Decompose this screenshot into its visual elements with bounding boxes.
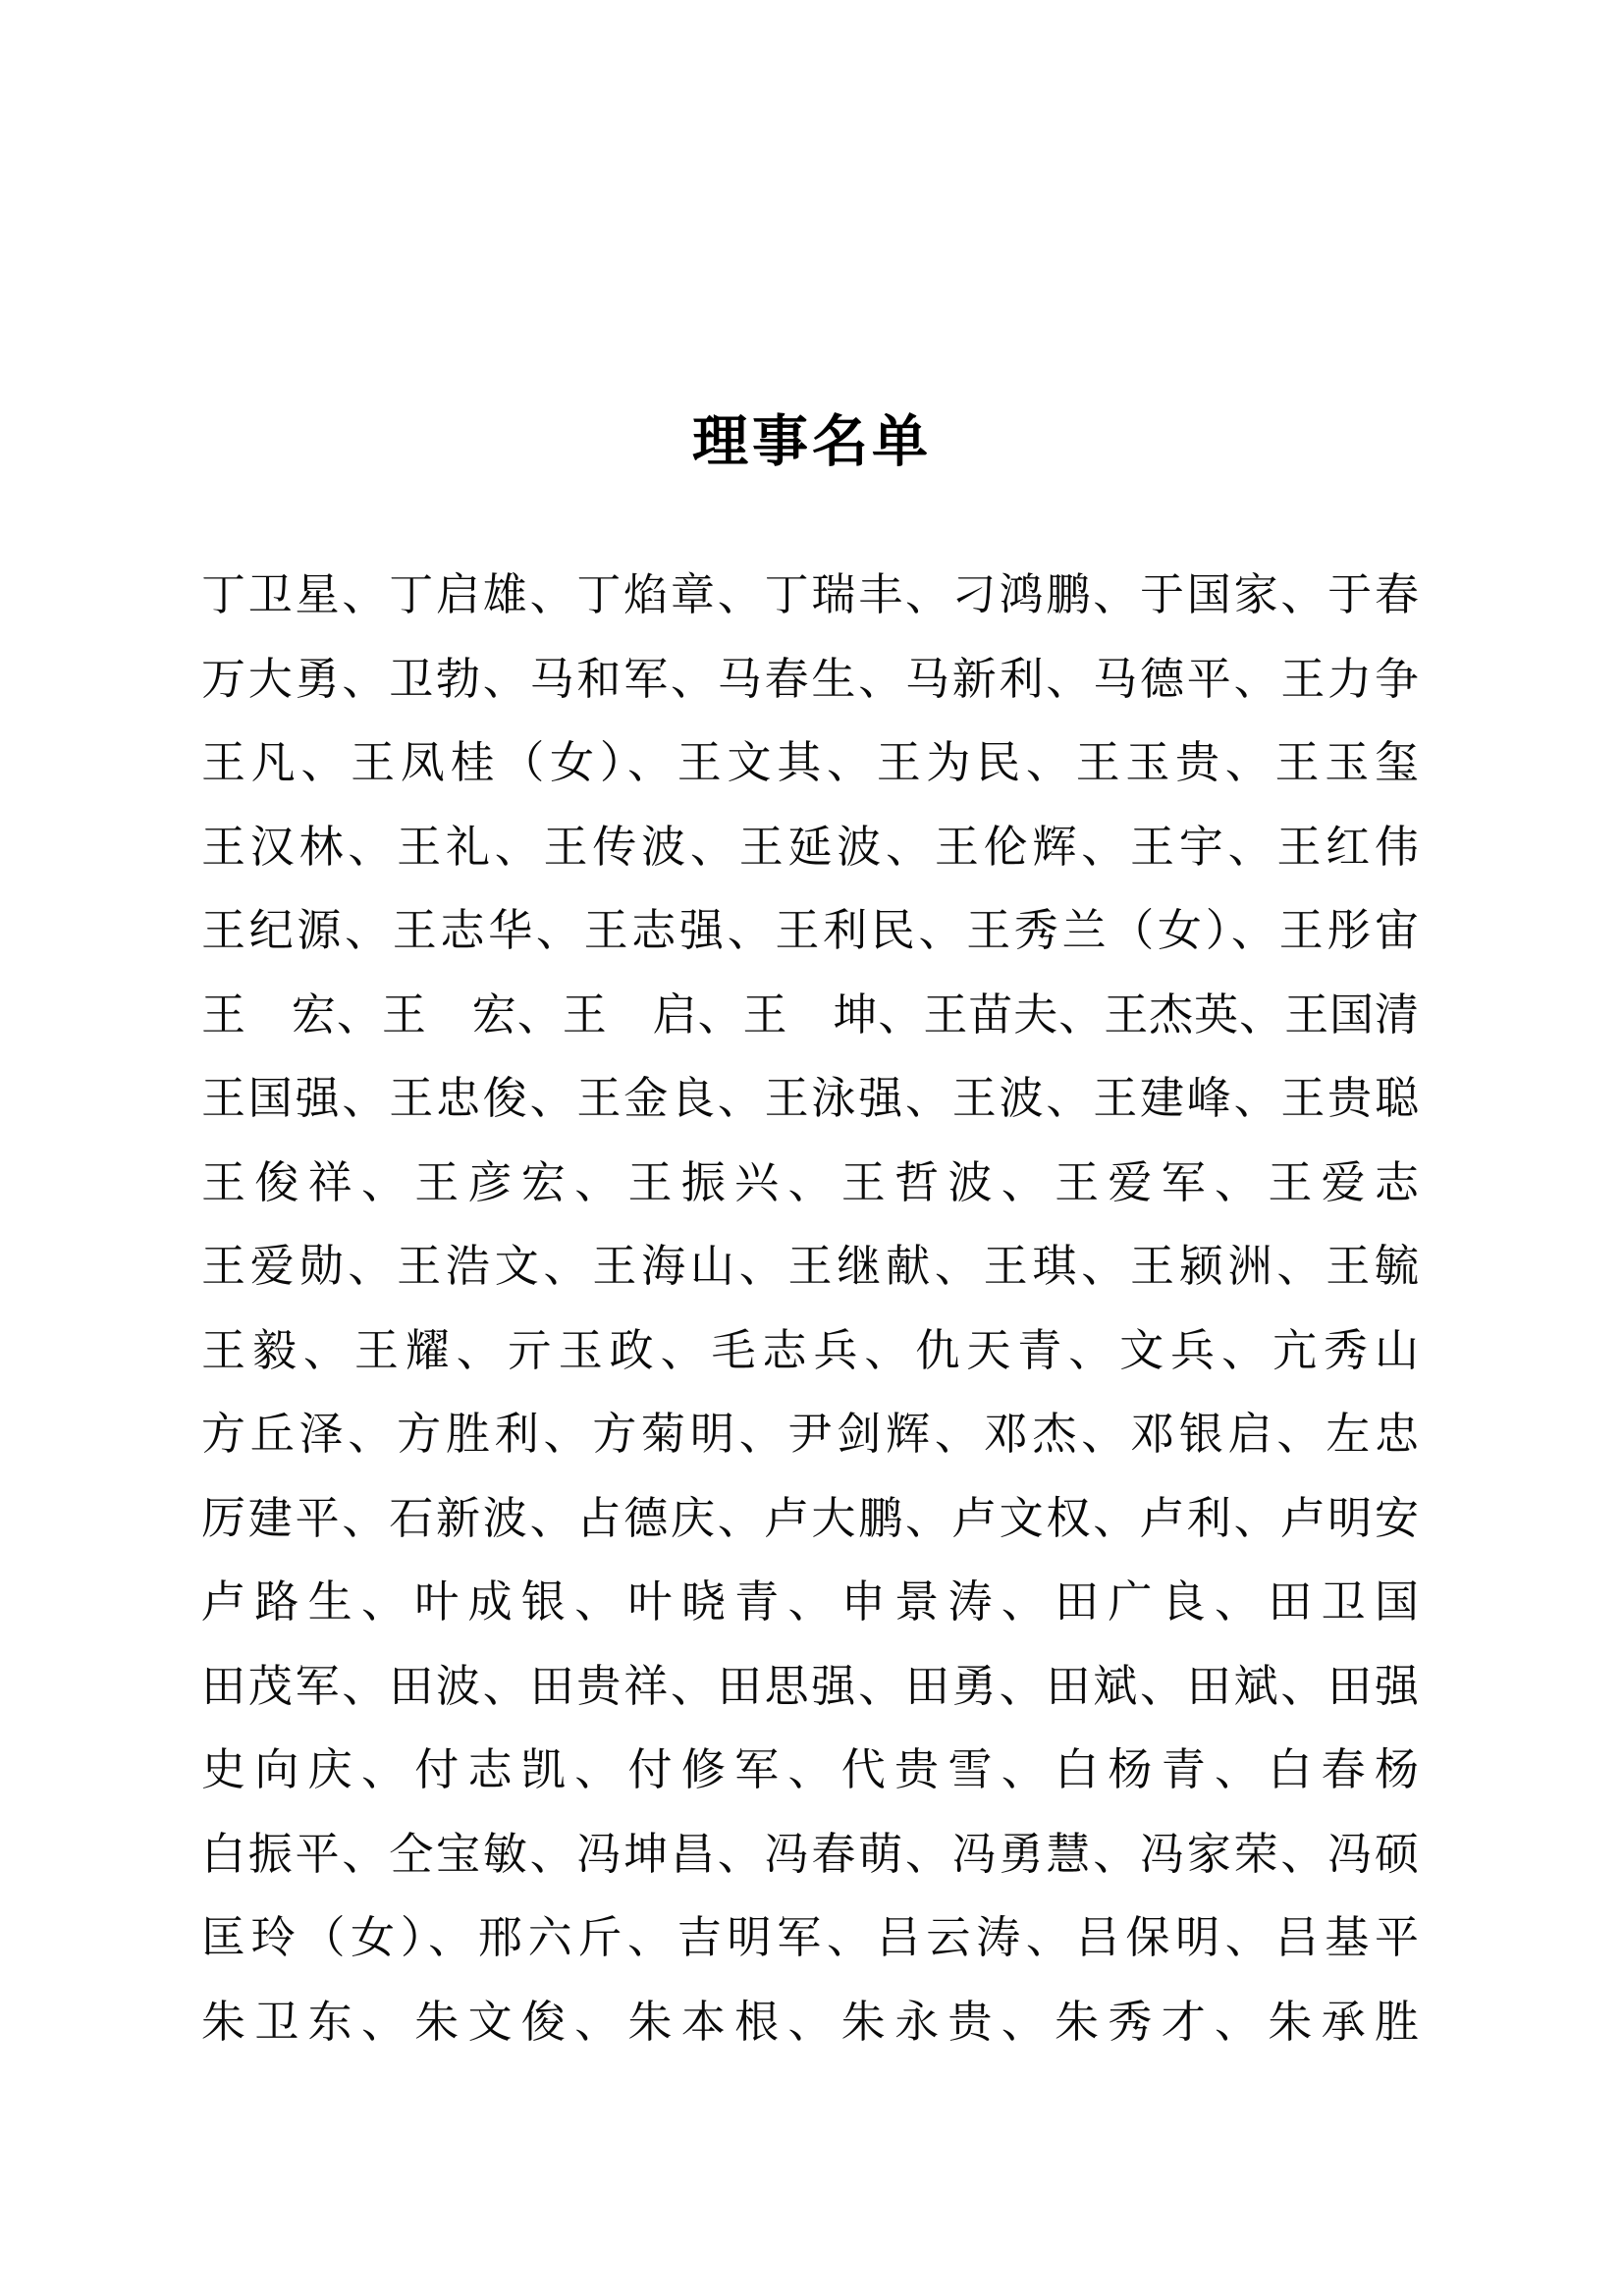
name-list-line-2: 万大勇、卫勃、马和军、马春生、马新利、马德平、王力争 <box>201 654 1419 704</box>
name-list-line-7: 王国强、王忠俊、王金良、王泳强、王波、王建峰、王贵聪 <box>201 1074 1419 1123</box>
name-list-line-16: 白振平、仝宝敏、冯坤昌、冯春萌、冯勇慧、冯家荣、冯硕 <box>201 1829 1419 1879</box>
name-list-line-11: 方丘泽、方胜利、方菊明、尹剑辉、邓杰、邓银启、左忠 <box>201 1410 1419 1459</box>
name-list-line-9: 王爱勋、王浩文、王海山、王继献、王琪、王颍洲、王毓 <box>201 1242 1419 1291</box>
name-list-line-18: 朱卫东、朱文俊、朱本根、朱永贵、朱秀才、朱承胜 <box>201 1997 1419 2047</box>
name-list-line-1: 丁卫星、丁启雄、丁焰章、丁瑞丰、刁鸿鹏、于国家、于春 <box>201 570 1419 619</box>
name-list-line-12: 厉建平、石新波、占德庆、卢大鹏、卢文权、卢利、卢明安 <box>201 1493 1419 1543</box>
name-list-line-10: 王毅、王耀、亓玉政、毛志兵、仇天青、文兵、亢秀山 <box>201 1325 1419 1375</box>
name-list-line-5: 王纪源、王志华、王志强、王利民、王秀兰（女）、王彤宙 <box>201 906 1419 955</box>
name-list-line-4: 王汉林、王礼、王传波、王延波、王伦辉、王宇、王红伟 <box>201 822 1419 872</box>
director-name-list <box>201 554 1419 2064</box>
name-list-line-14: 田茂军、田波、田贵祥、田思强、田勇、田斌、田斌、田强 <box>201 1661 1419 1711</box>
name-list-line-17: 匡玲（女）、邢六斤、吉明军、吕云涛、吕保明、吕基平 <box>201 1913 1419 1962</box>
name-list-line-6: 王 宏、王 宏、王 启、王 坤、王苗夫、王杰英、王国清 <box>201 989 1419 1040</box>
name-list-line-15: 史向庆、付志凯、付修军、代贵雪、白杨青、白春杨 <box>201 1745 1419 1794</box>
name-list-line-3: 王凡、王凤桂（女）、王文其、王为民、王玉贵、王玉玺 <box>201 738 1419 787</box>
name-list-line-13: 卢路生、叶成银、叶晓青、申景涛、田广良、田卫国 <box>201 1577 1419 1627</box>
page-title: 理事名单 <box>692 411 932 473</box>
name-list-line-8: 王俊祥、王彦宏、王振兴、王哲波、王爱军、王爱志 <box>201 1157 1419 1207</box>
